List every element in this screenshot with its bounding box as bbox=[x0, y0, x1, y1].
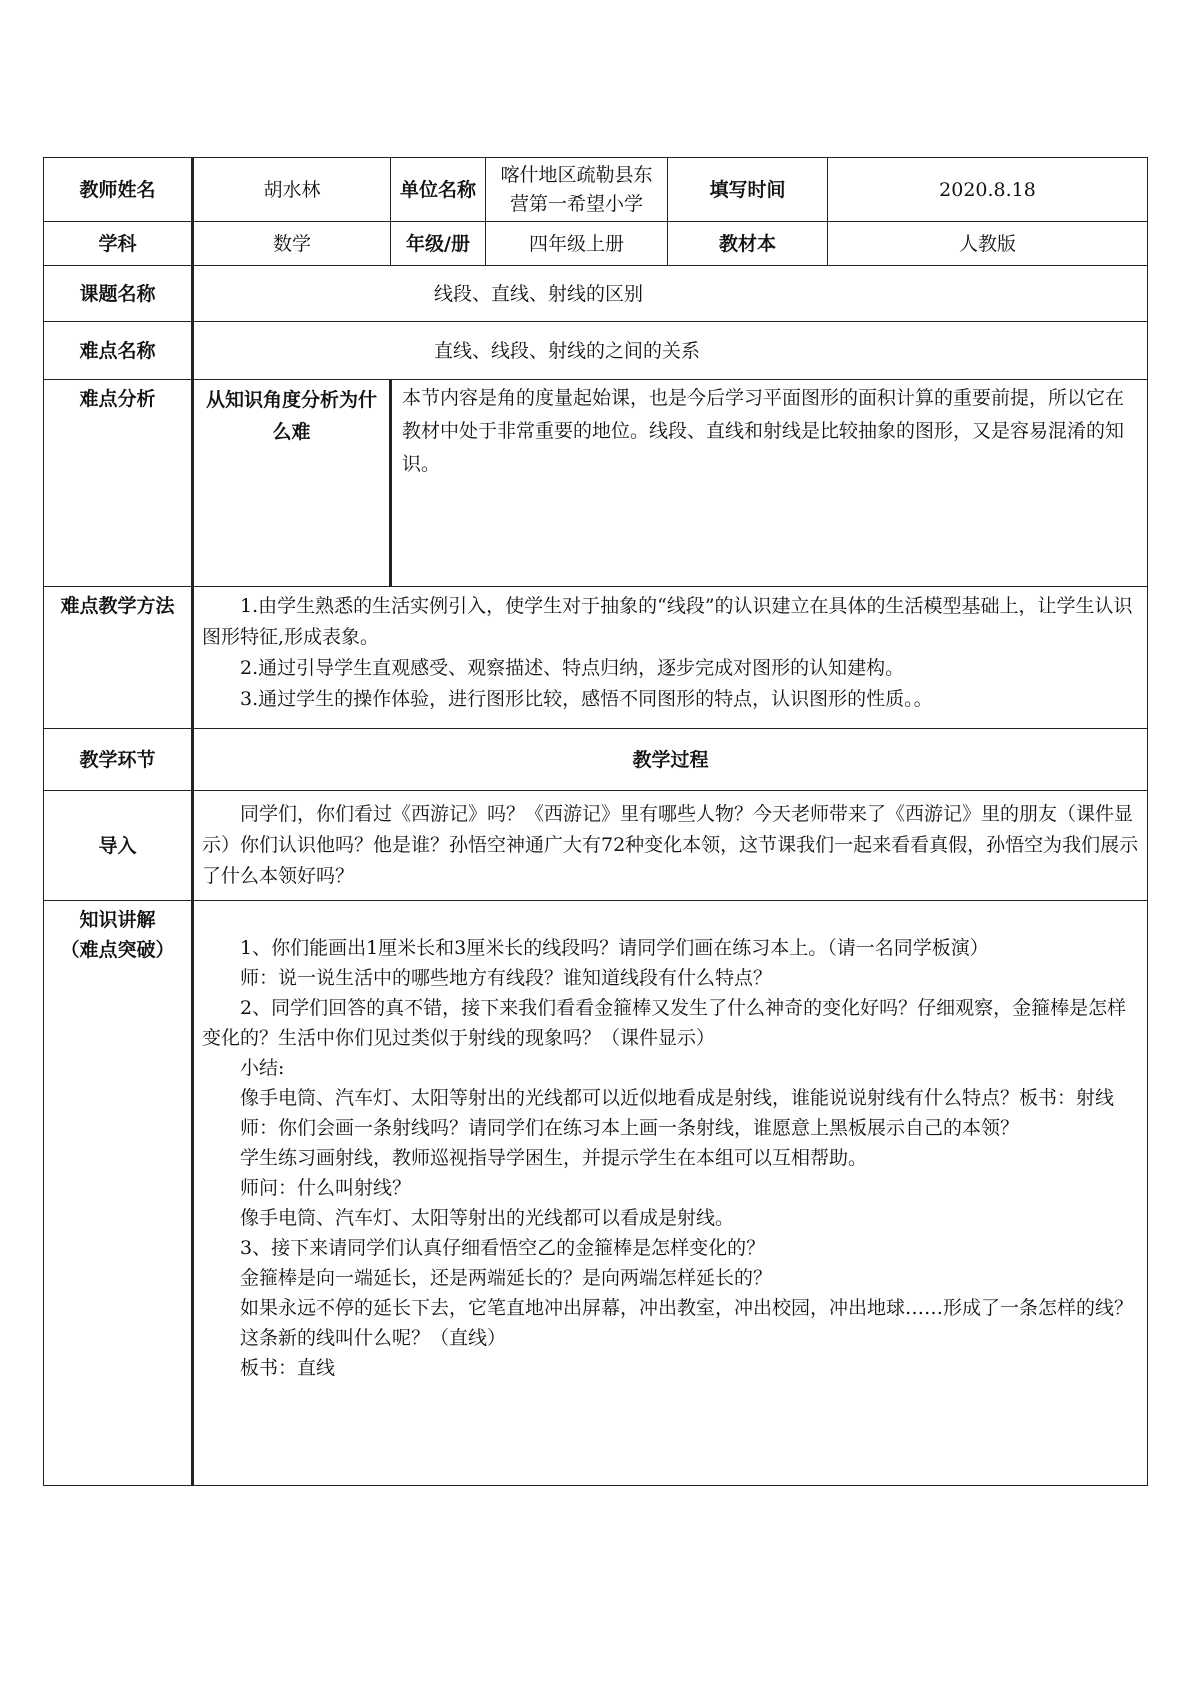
subject-label: 学科 bbox=[44, 222, 193, 266]
difficulty-row bbox=[44, 322, 1148, 380]
method-item: 1.由学生熟悉的生活实例引入，使学生对于抽象的“线段”的认识建立在具体的生活模型基础上，让学生认识图形特征,形成表象。 bbox=[202, 595, 1133, 648]
lesson-plan-table bbox=[43, 157, 1148, 1486]
difficulty-value: 直线、线段、射线的之间的关系 bbox=[193, 322, 1148, 380]
knowledge-label-line2: （难点突破） bbox=[60, 939, 175, 961]
knowledge-paragraph: 小结: bbox=[240, 1057, 285, 1079]
method-item: 3.通过学生的操作体验，进行图形比较，感悟不同图形的特点，认识图形的性质。。 bbox=[240, 688, 933, 710]
knowledge-content bbox=[193, 901, 1148, 1486]
date-label: 填写时间 bbox=[668, 158, 828, 222]
topic-row bbox=[44, 266, 1148, 322]
knowledge-label-line1: 知识讲解 bbox=[79, 909, 156, 931]
knowledge-paragraph: 2、同学们回答的真不错，接下来我们看看金箍棒又发生了什么神奇的变化好吗？仔细观察，金箍棒是怎样变化的？生活中你们见过类似于射线的现象吗？（课件显示） bbox=[202, 997, 1127, 1049]
analysis-row bbox=[44, 380, 1148, 587]
knowledge-paragraph: 师：你们会画一条射线吗？请同学们在练习本上画一条射线，谁愿意上黑板展示自己的本领？ bbox=[240, 1117, 1020, 1139]
knowledge-paragraph: 师问：什么叫射线？ bbox=[240, 1177, 412, 1199]
knowledge-paragraph: 板书：直线 bbox=[240, 1357, 336, 1379]
unit-value: 喀什地区疏勒县东营第一希望小学 bbox=[486, 158, 668, 222]
method-item: 2.通过引导学生直观感受、观察描述、特点归纳，逐步完成对图形的认知建构。 bbox=[240, 657, 905, 679]
knowledge-label bbox=[44, 901, 193, 1486]
knowledge-paragraph: 这条新的线叫什么呢？（直线） bbox=[240, 1327, 507, 1349]
methods-row bbox=[44, 587, 1148, 729]
knowledge-paragraph: 1、你们能画出1厘米长和3厘米长的线段吗？请同学们画在练习本上。（请一名同学板演） bbox=[240, 937, 989, 959]
intro-text: 同学们，你们看过《西游记》吗？《西游记》里有哪些人物？今天老师带来了《西游记》里的朋友（课件显示）你们认识他吗？他是谁？孙悟空神通广大有72种变化本领，这节课我们一起来看看真假，孙悟空为我们展示了什么本领好吗？ bbox=[202, 803, 1139, 887]
textbook-label: 教材本 bbox=[668, 222, 828, 266]
knowledge-paragraph: 3、接下来请同学们认真仔细看悟空乙的金箍棒是怎样变化的？ bbox=[240, 1237, 766, 1259]
process-header-row bbox=[44, 729, 1148, 791]
analysis-sublabel: 从知识角度分析为什么难 bbox=[193, 380, 391, 587]
knowledge-paragraph: 学生练习画射线，教师巡视指导学困生，并提示学生在本组可以互相帮助。 bbox=[240, 1147, 868, 1169]
intro-row bbox=[44, 791, 1148, 901]
methods-label: 难点教学方法 bbox=[44, 587, 193, 729]
teacher-value: 胡水林 bbox=[193, 158, 391, 222]
knowledge-paragraph: 师：说一说生活中的哪些地方有线段？谁知道线段有什么特点？ bbox=[240, 967, 773, 989]
difficulty-label: 难点名称 bbox=[44, 322, 193, 380]
methods-content bbox=[193, 587, 1148, 729]
header-row-2 bbox=[44, 222, 1148, 266]
knowledge-paragraph: 像手电筒、汽车灯、太阳等射出的光线都可以近似地看成是射线，谁能说说射线有什么特点？板书：射线 bbox=[240, 1087, 1115, 1109]
knowledge-row bbox=[44, 901, 1148, 1486]
textbook-value: 人教版 bbox=[828, 222, 1148, 266]
knowledge-paragraph: 金箍棒是向一端延长，还是两端延长的？是向两端怎样延长的？ bbox=[240, 1267, 773, 1289]
topic-value: 线段、直线、射线的区别 bbox=[193, 266, 1148, 322]
teacher-label: 教师姓名 bbox=[44, 158, 193, 222]
date-value: 2020.8.18 bbox=[828, 158, 1148, 222]
topic-label: 课题名称 bbox=[44, 266, 193, 322]
knowledge-paragraph: 如果永远不停的延长下去，它笔直地冲出屏幕，冲出教室，冲出校园，冲出地球……形成了一条怎样的线？ bbox=[240, 1297, 1134, 1319]
intro-content bbox=[193, 791, 1148, 901]
process-title: 教学过程 bbox=[193, 729, 1148, 791]
subject-value: 数学 bbox=[193, 222, 391, 266]
analysis-text: 本节内容是角的度量起始课，也是今后学习平面图形的面积计算的重要前提，所以它在教材中处于非常重要的地位。线段、直线和射线是比较抽象的图形，又是容易混淆的知识。 bbox=[391, 380, 1148, 587]
header-row-1 bbox=[44, 158, 1148, 222]
intro-label: 导入 bbox=[44, 791, 193, 901]
grade-value: 四年级上册 bbox=[486, 222, 668, 266]
process-step-label: 教学环节 bbox=[44, 729, 193, 791]
unit-label: 单位名称 bbox=[391, 158, 486, 222]
knowledge-paragraph: 像手电筒、汽车灯、太阳等射出的光线都可以看成是射线。 bbox=[240, 1207, 735, 1229]
analysis-label: 难点分析 bbox=[44, 380, 193, 587]
grade-label: 年级/册 bbox=[391, 222, 486, 266]
